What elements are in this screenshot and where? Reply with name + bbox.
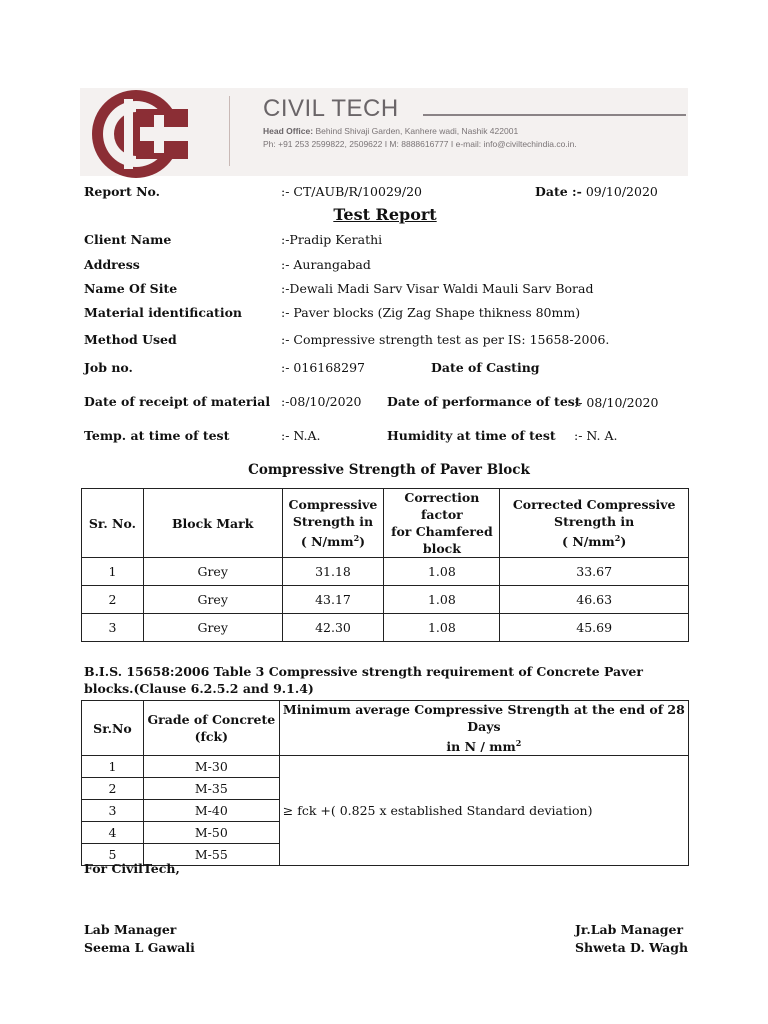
- contact-line: Ph: +91 253 2599822, 2509622 I M: 8888616777 I e-mail: info@civiltechindia.co.in.: [263, 139, 577, 149]
- cs-unit: [283, 530, 384, 550]
- requirement-table: [81, 700, 689, 866]
- requirement-header-row: [82, 701, 689, 756]
- method-value: :- Compressive strength test as per IS: 15658-2006.: [281, 332, 610, 347]
- method-label: Method Used: [84, 332, 177, 347]
- header-corrected-strength: [500, 489, 689, 558]
- cell-cf: 1.08: [384, 586, 500, 614]
- cell-sr: 3: [82, 800, 144, 822]
- cc-unit-close: ): [620, 534, 627, 550]
- cs-line2: Strength in: [292, 513, 374, 529]
- letterhead-divider: [229, 96, 230, 166]
- jr-lab-manager-title: Jr.Lab Manager: [575, 922, 684, 937]
- header-sr: Sr. No.: [82, 489, 144, 558]
- cell-cf: 1.08: [384, 614, 500, 642]
- section-title: Compressive Strength of Paver Block: [248, 462, 530, 478]
- casting-label: Date of Casting: [431, 360, 540, 375]
- cell-cs: 43.17: [282, 586, 384, 614]
- page-title-wrap: [0, 205, 768, 224]
- client-value: :-Pradip Kerathi: [281, 232, 383, 247]
- min-line2-wrap: [280, 735, 688, 755]
- cell-sr: 3: [82, 614, 144, 642]
- header-block-mark: Block Mark: [143, 489, 282, 558]
- page-title: Test Report: [333, 205, 437, 224]
- brand-rule: [423, 114, 686, 116]
- client-label: Client Name: [84, 232, 172, 247]
- date-value: 09/10/2020: [585, 184, 658, 199]
- performance-label: Date of performance of test: [387, 394, 581, 409]
- table-row: [82, 756, 689, 778]
- head-office-address: Behind Shivaji Garden, Kanhere wadi, Nashik 422001: [315, 126, 519, 136]
- lab-manager-name: Seema L Gawali: [84, 940, 195, 955]
- header-compressive-strength: [282, 489, 384, 558]
- table-row: [82, 586, 689, 614]
- cf-line1: Correction factor: [404, 490, 480, 522]
- temp-value: :- N.A.: [281, 428, 321, 443]
- grade-line1: Grade of Concrete: [147, 712, 276, 728]
- cc-line2: Strength in: [554, 513, 635, 529]
- material-label: Material identification: [84, 305, 242, 320]
- cell-cc: 33.67: [500, 558, 689, 586]
- cell-mark: Grey: [143, 558, 282, 586]
- site-value: :-Dewali Madi Sarv Visar Waldi Mauli Sarv Borad: [281, 281, 594, 296]
- cs-unit-sup: 2: [353, 532, 360, 543]
- cc-unit-text: ( N/mm: [562, 534, 615, 550]
- cell-mark: Grey: [143, 586, 282, 614]
- header-min-strength: [279, 701, 688, 756]
- cf-line2: for Chamfered: [391, 524, 493, 539]
- receipt-value: :-08/10/2020: [281, 394, 362, 409]
- cell-cc: 45.69: [500, 614, 689, 642]
- report-no-label: Report No.: [84, 184, 161, 199]
- jr-lab-manager-name: Shweta D. Wagh: [575, 940, 689, 955]
- address-value: :- Aurangabad: [281, 257, 371, 272]
- bis-line1: B.I.S. 15658:2006 Table 3 Compressive strength requirement of Concrete Paver: [84, 664, 643, 679]
- cell-sr: 1: [82, 558, 144, 586]
- date-label: Date :-: [535, 184, 582, 199]
- header-grade: [143, 701, 279, 756]
- humidity-label: Humidity at time of test: [387, 428, 556, 443]
- requirement-formula: ≥ fck +( 0.825 x established Standard deviation): [279, 756, 688, 866]
- brand-name: CIVIL TECH: [263, 95, 399, 122]
- cs-line1: Compressive: [288, 496, 378, 512]
- head-office-label: Head Office:: [263, 126, 314, 136]
- address-label: Address: [84, 257, 140, 272]
- material-value: :- Paver blocks (Zig Zag Shape thikness 80mm): [281, 305, 581, 320]
- for-civiltech: For CivilTech,: [84, 861, 180, 876]
- cs-unit-close: ): [359, 534, 366, 550]
- report-date: [535, 184, 658, 199]
- table-row: [82, 614, 689, 642]
- head-office-line: [263, 126, 518, 136]
- cell-sr: 2: [82, 778, 144, 800]
- cell-sr: 2: [82, 586, 144, 614]
- min-sup: 2: [515, 738, 522, 748]
- cell-cf: 1.08: [384, 558, 500, 586]
- temp-label: Temp. at time of test: [84, 428, 230, 443]
- job-label: Job no.: [84, 360, 133, 375]
- cc-unit: [500, 530, 688, 550]
- min-line2: in N / mm: [446, 739, 516, 755]
- cc-unit-sup: 2: [614, 532, 621, 543]
- header-correction-factor: [384, 489, 500, 558]
- grade-line2: (fck): [194, 729, 229, 745]
- cell-cc: 46.63: [500, 586, 689, 614]
- cc-line1: Corrected Compressive: [512, 496, 676, 512]
- header-sr-no: Sr.No: [82, 701, 144, 756]
- receipt-label: Date of receipt of material: [84, 394, 271, 409]
- cell-sr: 5: [82, 844, 144, 866]
- civil-tech-logo-icon: [84, 89, 188, 179]
- bis-line2: blocks.(Clause 6.2.5.2 and 9.1.4): [84, 681, 314, 696]
- cell-sr: 1: [82, 756, 144, 778]
- cell-grade: M-40: [143, 800, 279, 822]
- cell-cs: 42.30: [282, 614, 384, 642]
- job-value: :- 016168297: [281, 360, 365, 375]
- cell-cs: 31.18: [282, 558, 384, 586]
- lab-manager-title: Lab Manager: [84, 922, 177, 937]
- min-line1: Minimum average Compressive Strength at the end of 28 Days: [282, 702, 685, 734]
- results-header-row: [82, 489, 689, 558]
- humidity-value: :- N. A.: [574, 428, 618, 443]
- report-no-value: :- CT/AUB/R/10029/20: [281, 184, 422, 199]
- site-label: Name Of Site: [84, 281, 178, 296]
- performance-value: :- 08/10/2020: [574, 395, 659, 410]
- table-row: [82, 558, 689, 586]
- bis-note: [84, 663, 644, 697]
- cell-grade: M-30: [143, 756, 279, 778]
- cell-sr: 4: [82, 822, 144, 844]
- cell-grade: M-55: [143, 844, 279, 866]
- cell-mark: Grey: [143, 614, 282, 642]
- results-table: [81, 488, 689, 642]
- cell-grade: M-35: [143, 778, 279, 800]
- cs-unit-text: ( N/mm: [300, 534, 354, 550]
- cell-grade: M-50: [143, 822, 279, 844]
- cf-line3: block: [422, 541, 461, 556]
